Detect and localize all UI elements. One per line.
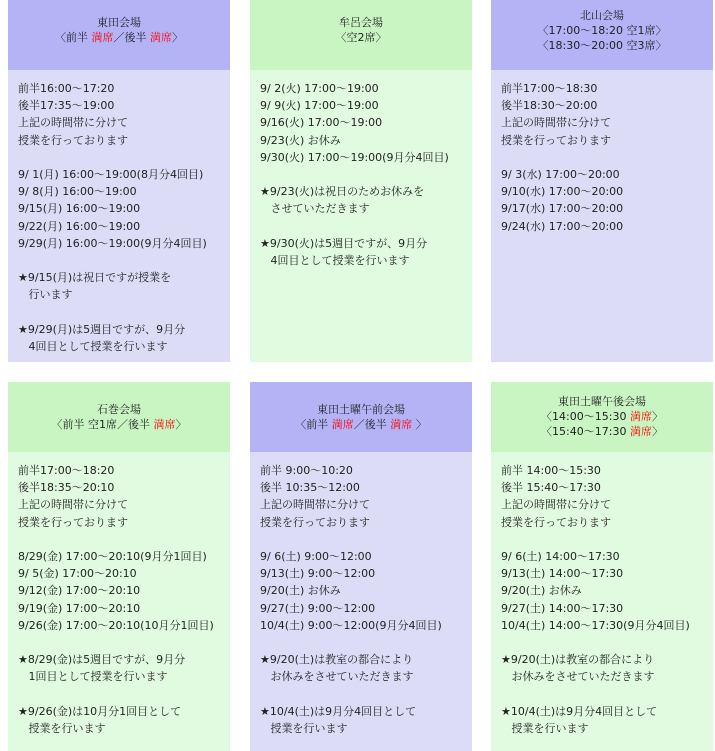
subtitle-text: 〉 [651,410,663,423]
schedule-line [260,218,472,235]
subtitle-text: 〈空2席〉 [335,31,387,44]
schedule-line: 行います [18,288,73,302]
venue-card-ishimaki [8,382,230,751]
venue-subtitle [250,30,472,45]
schedule-line: 9/ 8(月) 16:00～19:00 [18,185,137,199]
venue-title: 北山会場 [580,9,624,22]
schedule-line: 9/ 6(土) 9:00～12:00 [260,550,372,563]
venue-subtitle-line [491,424,713,439]
schedule-line: 9/ 9(火) 17:00～19:00 [260,99,379,113]
schedule-line: ★9/20(土)は教室の都合により [501,653,655,667]
schedule-line: お休みをさせていただきます [501,670,655,684]
schedule-line: 9/ 6(土) 14:00～17:30 [501,550,620,563]
venue-subtitle-line [491,23,713,38]
schedule-line: 上記の時間帯に分けて [260,498,370,512]
schedule-line: 9/29(月) 16:00～19:00(9月分4回目) [18,236,207,250]
schedule-line [260,531,472,548]
subtitle-text: ／後半 [353,418,391,431]
schedule-line: 9/13(土) 9:00～12:00 [260,567,376,581]
schedule-line [501,531,713,548]
schedule-line: 上記の時間帯に分けて [18,116,128,130]
venue-header [250,0,472,70]
venue-subtitle [8,30,230,45]
venue-header [8,382,230,452]
schedule-line: 授業を行います [260,722,348,735]
schedule-line: 9/12(金) 17:00～20:10 [18,584,141,598]
schedule-line: 9/26(金) 17:00～20:10(10月分1回目) [18,618,214,632]
schedule-line: 後半 10:35～12:00 [260,481,360,495]
schedule-line [260,686,472,703]
venue-schedule [8,70,230,362]
schedule-line: 前半 14:00～15:30 [501,464,601,477]
status-full: 満席 [331,418,354,431]
schedule-line: お休みをさせていただきます [260,670,414,684]
venue-subtitle [491,409,713,439]
venue-title: 東田土曜午後会場 [558,395,646,408]
subtitle-text: 〈前半 [55,31,92,44]
schedule-line: ★10/4(土)は9月分4回目として [501,704,658,718]
venue-card-higashida-sat-pm [491,382,713,751]
schedule-line: 9/ 5(金) 17:00～20:10 [18,567,137,581]
schedule-line: 9/27(土) 14:00～17:30 [501,601,624,615]
schedule-line: 授業を行います [18,722,106,735]
schedule-line: ★9/26(金)は10月分1回目として [18,704,182,718]
schedule-line [501,686,713,703]
schedule-line: 上記の時間帯に分けて [18,498,128,512]
schedule-line: ★9/30(火)は5週目ですが、9月分 [260,236,428,250]
venue-schedule [491,70,713,362]
venue-header [250,382,472,452]
subtitle-text: 〈前半 [295,418,332,431]
schedule-line: 8/29(金) 17:00～20:10(9月分1回目) [18,550,207,563]
status-full: 満席 [153,418,176,431]
subtitle-text: 〉 [172,31,183,44]
venue-header [491,0,713,70]
subtitle-text: 〈18:30～20:00 空3席〉 [537,39,667,52]
schedule-line: ★9/23(火)は祝日のためお休みを [260,185,425,199]
schedule-line: 4回目として授業を行います [18,340,168,353]
schedule-line: 4回目として授業を行います [260,254,410,267]
schedule-line: 9/10(水) 17:00～20:00 [501,185,624,199]
venue-subtitle-line [8,30,230,45]
schedule-line: させていただきます [260,202,370,216]
subtitle-text: 〉 [651,425,663,438]
venue-subtitle [250,417,472,432]
schedule-line: 授業を行います [501,722,589,735]
subtitle-text: 〈前半 空1席／後半 [51,418,154,431]
schedule-line: 10/4(土) 14:00～17:30(9月分4回目) [501,618,690,632]
schedule-line: 授業を行っております [260,515,370,529]
subtitle-text: 〉 [412,418,427,431]
schedule-line [18,252,230,269]
schedule-line: 9/20(土) お休み [260,584,341,598]
status-full: 満席 [150,31,172,44]
subtitle-text: 〈14:00～15:30 [541,410,630,423]
venue-title: 牟呂会場 [339,16,383,29]
subtitle-text: ／後半 [113,31,150,44]
venue-title: 東田会場 [97,16,141,29]
schedule-line: 授業を行っております [18,133,128,147]
schedule-line: 1回目として授業を行います [18,670,168,684]
schedule-line: 9/ 3(水) 17:00～20:00 [501,168,620,181]
venue-card-higashida [8,0,230,362]
schedule-line: 前半17:00～18:20 [18,464,115,477]
schedule-line: 9/ 1(月) 16:00～19:00(8月分4回目) [18,168,204,181]
schedule-line: ★9/15(月)は祝日ですが授業を [18,271,172,285]
status-full: 満席 [390,418,413,431]
schedule-line [18,634,230,651]
schedule-line: 9/24(水) 17:00～20:00 [501,219,624,233]
schedule-line [501,149,713,166]
venue-subtitle-line [250,417,472,432]
venue-header [8,0,230,70]
venue-card-kitayama [491,0,713,362]
schedule-line [18,304,230,321]
schedule-line: 前半16:00～17:20 [18,82,115,95]
venue-header [491,382,713,452]
schedule-line: 後半17:35～19:00 [18,99,115,113]
schedule-line: ★9/29(月)は5週目ですが、9月分 [18,322,186,336]
schedule-line [260,166,472,183]
schedule-line: 後半18:35～20:10 [18,481,115,495]
venue-subtitle-line [8,417,230,432]
venue-card-higashida-sat-am [250,382,472,751]
venue-subtitle-line [491,409,713,424]
subtitle-text: 〈17:00～18:20 空1席〉 [537,24,667,37]
schedule-line [501,634,713,651]
venue-schedule [250,70,472,362]
schedule-line: 後半 15:40～17:30 [501,481,601,495]
schedule-line: ★8/29(金)は5週目ですが、9月分 [18,653,186,667]
schedule-line: 9/23(火) お休み [260,133,341,147]
venue-card-muro [250,0,472,362]
schedule-line: 9/13(土) 14:00～17:30 [501,567,624,581]
schedule-line: 9/17(水) 17:00～20:00 [501,202,624,216]
schedule-line: 9/30(火) 17:00～19:00(9月分4回目) [260,150,449,164]
status-full: 満席 [629,425,652,438]
schedule-line [260,634,472,651]
schedule-line [18,686,230,703]
schedule-line [18,531,230,548]
status-full: 満席 [629,410,652,423]
venue-schedule [8,452,230,751]
venue-schedule [491,452,713,751]
schedule-line: 9/16(火) 17:00～19:00 [260,116,383,130]
schedule-line: 上記の時間帯に分けて [501,116,611,130]
subtitle-text: 〈15:40～17:30 [541,425,630,438]
schedule-line: 10/4(土) 9:00～12:00(9月分4回目) [260,618,442,632]
status-full: 満席 [91,31,114,44]
schedule-line: 前半 9:00～10:20 [260,464,353,477]
schedule-line: 9/22(月) 16:00～19:00 [18,219,141,233]
venue-subtitle-line [250,30,472,45]
venue-subtitle [8,417,230,432]
schedule-line: 9/27(土) 9:00～12:00 [260,601,376,615]
venue-title: 東田土曜午前会場 [317,403,405,416]
schedule-line: 上記の時間帯に分けて [501,498,611,512]
schedule-line: 授業を行っております [18,515,128,529]
schedule-line: 後半18:30～20:00 [501,99,598,113]
schedule-line: ★9/20(土)は教室の都合により [260,653,414,667]
schedule-line: 9/19(金) 17:00～20:10 [18,601,141,615]
subtitle-text: 〉 [175,418,187,431]
schedule-line: 9/ 2(火) 17:00～19:00 [260,82,379,95]
venue-subtitle [491,23,713,53]
venue-title: 石巻会場 [97,403,141,416]
schedule-line: 9/15(月) 16:00～19:00 [18,202,141,216]
venue-schedule [250,452,472,751]
schedule-line [18,149,230,166]
schedule-line: 前半17:00～18:30 [501,82,598,95]
schedule-line: 授業を行っております [501,515,611,529]
schedule-line: 9/20(土) お休み [501,584,582,598]
schedule-line: 授業を行っております [501,133,611,147]
schedule-line: ★10/4(土)は9月分4回目として [260,704,417,718]
venue-subtitle-line [491,38,713,53]
